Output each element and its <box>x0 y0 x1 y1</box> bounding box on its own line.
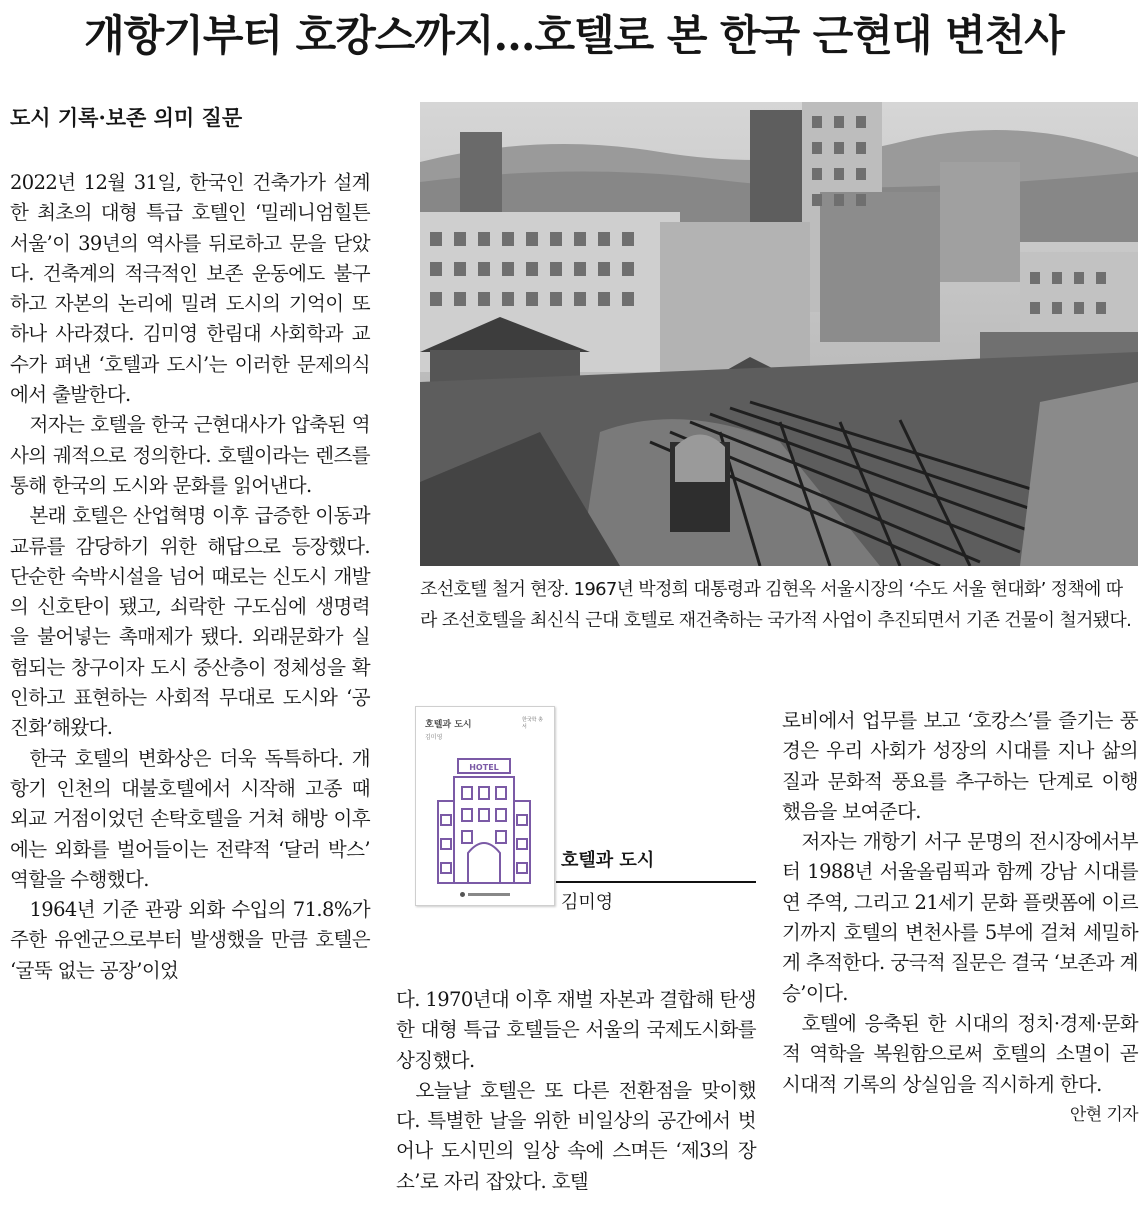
publisher-logo <box>460 892 510 897</box>
article-paragraph: 본래 호텔은 산업혁명 이후 급증한 이동과 교류를 감당하기 위한 해답으로 등장했다. 단순한 숙박시설을 넘어 때로는 신도시 개발의 신호탄이 됐고, 쇠락한 구도심에 생명력을 불어넣는 촉매제가 됐다. 외래문화가 실험되는 창구이자 도시 중산층이 정체성을 확인하고 표현하는 사회적 무대로 도시와 ‘공진화’해왔다. <box>10 504 370 740</box>
article-paragraph: 2022년 12월 31일, 한국인 건축가가 설계한 최초의 대형 특급 호텔인 ‘밀레니엄힐튼서울’이 39년의 역사를 뒤로하고 문을 닫았다. 건축계의 적극적인 보존 운동에도 불구하고 자본의 논리에 밀려 도시의 기억이 또 하나 사라졌다. 김미영 한림대 사회학과 교수가 펴낸 ‘호텔과 도시’는 이러한 문제의식에서 출발한다. <box>10 171 370 407</box>
book-cover <box>415 706 555 906</box>
article-column-1 <box>10 168 370 986</box>
article-paragraph: 저자는 개항기 서구 문명의 전시장에서부터 1988년 서울올림픽과 함께 강남 시대를 연 주역, 그리고 21세기 문화 플랫폼에 이르기까지 호텔의 변천사를 5부에 걸쳐 세밀하게 추적한다. 궁극적 질문은 결국 ‘보존과 계승’이다. <box>782 830 1138 1005</box>
book-info-author: 김미영 <box>561 892 614 913</box>
byline: 안현 기자 <box>1069 1104 1138 1125</box>
article-paragraph <box>782 1009 1138 1125</box>
book-info-title: 호텔과 도시 <box>561 850 655 871</box>
article-paragraph: 저자는 호텔을 한국 근현대사가 압축된 역사의 궤적으로 정의한다. 호텔이라는 렌즈를 통해 한국의 도시와 문화를 읽어낸다. <box>10 413 370 497</box>
article-paragraph: 한국 호텔의 변화상은 더욱 독특하다. 개항기 인천의 대불호텔에서 시작해 고종 때 외교 거점이었던 손탁호텔을 거쳐 해방 이후에는 외화를 벌어들이는 전략적 ‘달러 박스’ 역할을 수행했다. <box>10 746 370 891</box>
article-paragraph: 다. 1970년대 이후 재벌 자본과 결합해 탄생한 대형 특급 호텔들은 서울의 국제도시화를 상징했다. <box>396 988 756 1072</box>
book-info-divider <box>556 881 756 883</box>
subheadline: 도시 기록·보존 의미 질문 <box>10 105 243 130</box>
book-cover-author: 김미영 <box>425 734 443 741</box>
article-paragraph-text: 호텔에 응축된 한 시대의 정치·경제·문화적 역학을 복원함으로써 호텔의 소멸이 곧 시대적 기록의 상실임을 직시하게 한다. <box>782 1011 1138 1096</box>
headline: 개항기부터 호캉스까지…호텔로 본 한국 근현대 변천사 <box>84 11 1064 60</box>
book-cover-title: 호텔과 도시 <box>425 720 472 730</box>
article-paragraph: 오늘날 호텔은 또 다른 전환점을 맞이했다. 특별한 날을 위한 비일상의 공간에서 벗어나 도시민의 일상 속에 스며든 ‘제3의 장소’로 자리 잡았다. 호텔 <box>396 1078 756 1193</box>
demolition-photo-illustration <box>420 102 1138 566</box>
hotel-sign-text: HOTEL <box>469 763 499 772</box>
photo-caption: 조선호텔 철거 현장. 1967년 박정희 대통령과 김현옥 서울시장의 ‘수도 서울 현대화’ 정책에 따라 조선호텔을 최신식 근대 호텔로 재건축하는 국가적 사업이 추진되면서 기존 건물이 철거됐다. <box>420 579 1132 631</box>
article-column-2 <box>396 985 756 1197</box>
article-column-3 <box>782 706 1138 1130</box>
book-cover-series: 한국학 총서 <box>522 717 543 730</box>
article-paragraph: 로비에서 업무를 보고 ‘호캉스’를 즐기는 풍경은 우리 사회가 성장의 시대를 지나 삶의 질과 문화적 풍요를 추구하는 단계로 이행했음을 보여준다. <box>782 709 1138 823</box>
article-paragraph: 1964년 기준 관광 외화 수입의 71.8%가 주한 유엔군으로부터 발생했을 만큼 호텔은 ‘굴뚝 없는 공장’이었 <box>10 898 370 982</box>
news-photo <box>420 102 1138 566</box>
hotel-building-icon <box>432 755 536 887</box>
